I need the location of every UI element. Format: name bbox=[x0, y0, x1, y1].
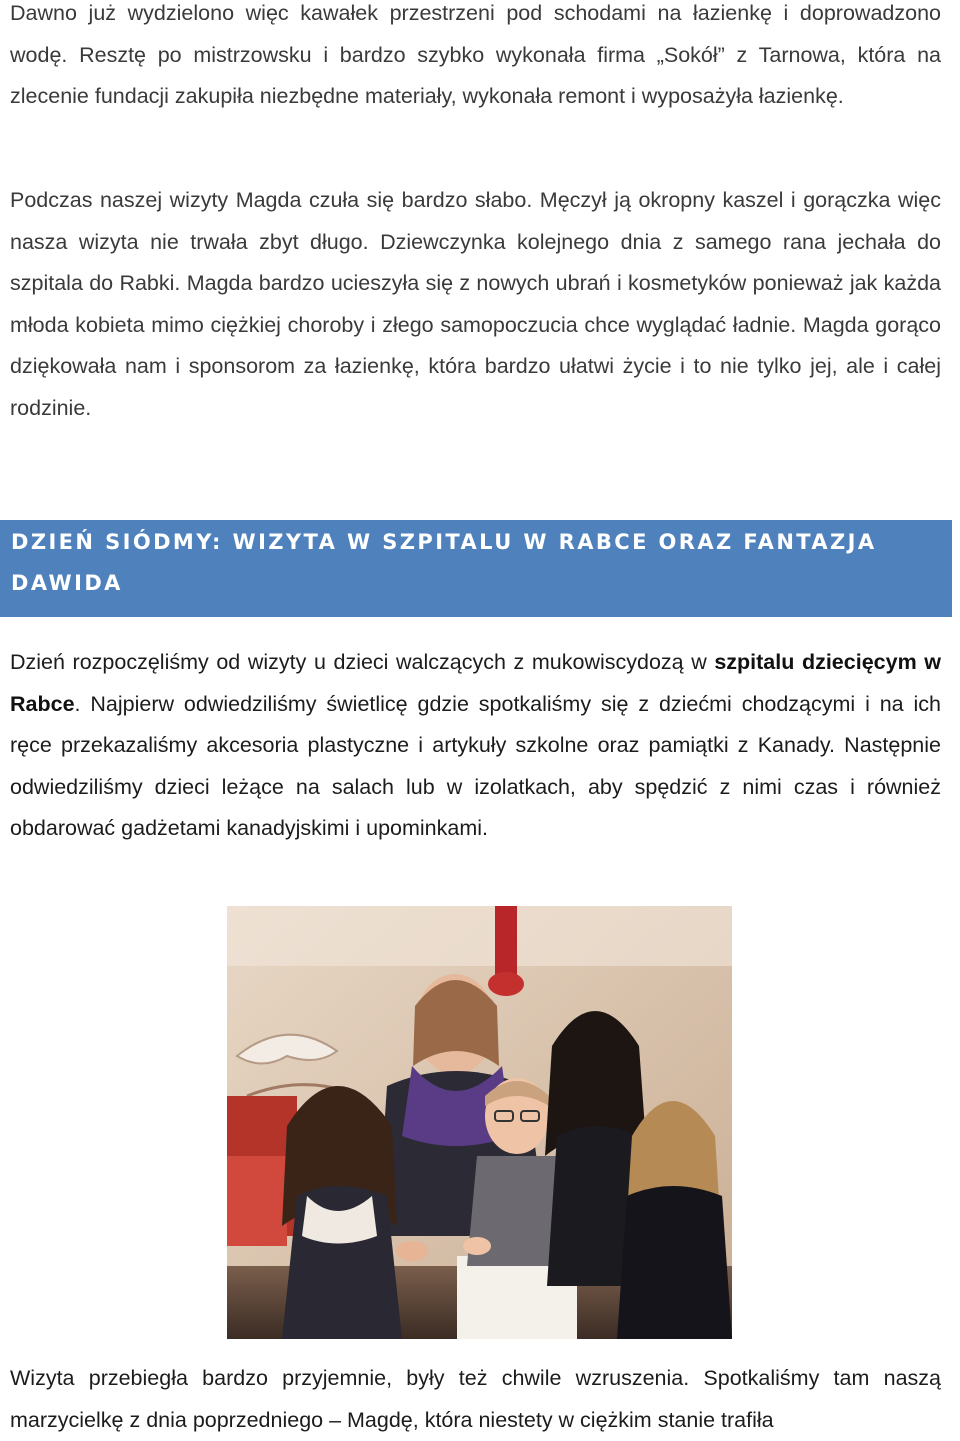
group-photo bbox=[227, 906, 732, 1339]
hospital-name-bold: szpitalu dziecięcym w Rabce bbox=[10, 650, 941, 716]
group-photo-icon bbox=[227, 906, 732, 1339]
paragraph-visit-summary: Wizyta przebiegła bardzo przyjemnie, były też chwile wzruszenia. Spotkaliśmy tam naszą marzycielkę z dnia poprzedniego – Magdę, która niestety w ciężkim stanie trafiła bbox=[10, 1366, 941, 1432]
paragraph-bathroom-renovation: Dawno już wydzielono więc kawałek przestrzeni pod schodami na łazienkę i doprowadzono wodę. Resztę po mistrzowsku i bardzo szybko wykonała firma „Sokół” z Tarnowa, która na zlecenie fundacji zakupiła niezbędne materiały, wykonała remont i wyposażyła łazienkę. bbox=[10, 1, 941, 108]
paragraph-hospital-visit bbox=[10, 642, 941, 850]
paragraph-hospital-visit-end: . Najpierw odwiedziliśmy świetlicę gdzie spotkaliśmy się z dziećmi chodzącymi i na ich ręce przekazaliśmy akcesoria plastyczne i artykuły szkolne oraz pamiątki z Kanady. Następnie odwiedziliśmy dzieci leżące na salach lub w izolatkach, aby spędzić z nimi czas i również obdarować gadżetami kanadyjskimi i upominkami. bbox=[10, 691, 941, 840]
paragraph-magda-visit: Podczas naszej wizyty Magda czuła się bardzo słabo. Męczył ją okropny kaszel i gorączka więc nasza wizyta nie trwała zbyt długo. Dziewczynka kolejnego dnia z samego rana jechała do szpitala do Rabki. Magda bardzo ucieszyła się z nowych ubrań i kosmetyków ponieważ jak każda młoda kobieta mimo ciężkiej choroby i złego samopoczucia chce wyglądać ładnie. Magda gorąco dziękowała nam i sponsorom za łazienkę, która bardzo ułatwi życie i to nie tylko jej, ale i całej rodzinie. bbox=[10, 188, 941, 420]
section-heading-bar bbox=[0, 520, 952, 617]
paragraph-hospital-visit-start: Dzień rozpoczęliśmy od wizyty u dzieci walczących z mukowiscydozą w bbox=[10, 650, 715, 674]
section-heading: DZIEŃ SIÓDMY: WIZYTA W SZPITALU W RABCE ORAZ FANTAZJA DAWIDA bbox=[11, 530, 877, 595]
